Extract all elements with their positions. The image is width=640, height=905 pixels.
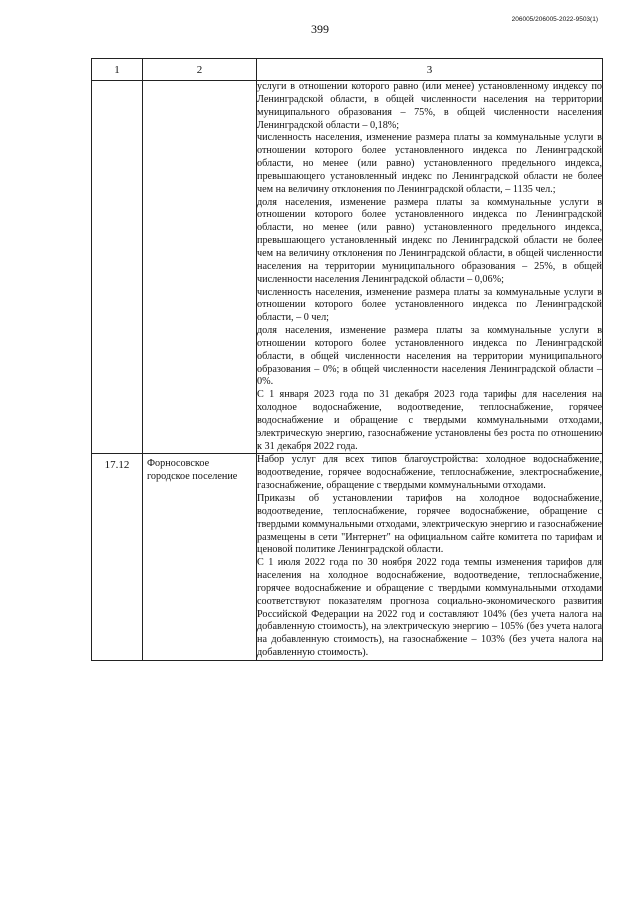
paragraph: доля населения, изменение размера платы за коммунальные услуги в отношении которого более установленного индекса по Ленинградской области, но менее (или равно) установленного предельного индекса, превышающего установленный индекс по Ленинградской области не более чем на величину отклонения по Ленинградской области, в общей численности населения на территории муниципального образования – 25%, в общей численности населения Ленинградской области – 0,06%; (257, 196, 602, 285)
paragraph: доля населения, изменение размера платы за коммунальные услуги в отношении которого более установленного индекса по Ленинградской области, в общей численности населения на территории муниципального образования – 0%; в общей численности населения Ленинградской области – 0%. (257, 325, 602, 388)
paragraph: Набор услуг для всех типов благоустройства: холодное водоснабжение, водоотведение, горячее водоснабжение, теплоснабжение, электроснабжение, газоснабжение, обращение с твердыми коммунальными отходами. (257, 454, 602, 492)
table-header-row (92, 59, 603, 81)
row-number: 17.12 (92, 454, 143, 661)
document-code: 206005/206005-2022-9503(1) (511, 16, 598, 23)
description-cell (257, 454, 603, 661)
column-header-2: 2 (143, 59, 257, 81)
tariff-table (91, 58, 603, 661)
description-cell-continued (257, 81, 603, 454)
column-header-3: 3 (257, 59, 603, 81)
municipality-name: Форносовское городское поселение (143, 454, 257, 661)
table-row (92, 454, 603, 661)
paragraph: Приказы об установлении тарифов на холодное водоснабжение, водоотведение, теплоснабжение, горячее водоснабжение, обращение с твердыми коммунальными отходами, электрическую энергию и газоснабжение размещены в сети "Интернет" на официальном сайте комитета по тарифам и ценовой политике Ленинградской области. (257, 493, 602, 556)
paragraph: С 1 июля 2022 года по 30 ноября 2022 года темпы изменения тарифов для населения на холодное водоснабжение, водоотведение, теплоснабжение, горячее водоснабжение и обращение с твердыми коммунальными отходами соответствуют показателям прогноза социально-экономического развития Российской Федерации на 2022 год и составляют 104% (без учета налога на добавленную стоимость), на электрическую энергию – 105% (без учета налога на добавленную стоимость), на газоснабжение – 103% (без учета налога на добавленную стоимость). (257, 557, 602, 659)
page-number: 399 (311, 22, 329, 36)
paragraph: численность населения, изменение размера платы за коммунальные услуги в отношении которого более установленного индекса по Ленинградской области, – 0 чел; (257, 286, 602, 324)
column-header-1: 1 (92, 59, 143, 81)
paragraph: численность населения, изменение размера платы за коммунальные услуги в отношении которого более установленного индекса по Ленинградской области, но менее (или равно) установленного предельного индекса, превышающего установленный индекс по Ленинградской области не более чем на величину отклонения по Ленинградской области, – 1135 чел.; (257, 132, 602, 195)
paragraph: С 1 января 2023 года по 31 декабря 2023 года тарифы для населения на холодное водоснабжение, водоотведение, теплоснабжение, горячее водоснабжение и обращение с твердыми коммунальными отходами, электрическую энергию, газоснабжение установлены без роста по отношению к 31 декабря 2022 года. (257, 389, 602, 452)
table-row-continued (92, 81, 603, 454)
municipality-cell-empty (143, 81, 257, 454)
paragraph: услуги в отношении которого равно (или менее) установленному индексу по Ленинградской области, в общей численности населения на территории муниципального образования – 75%, в общей численности населения Ленинградской области – 0,18%; (257, 81, 602, 131)
row-number-cell-empty (92, 81, 143, 454)
